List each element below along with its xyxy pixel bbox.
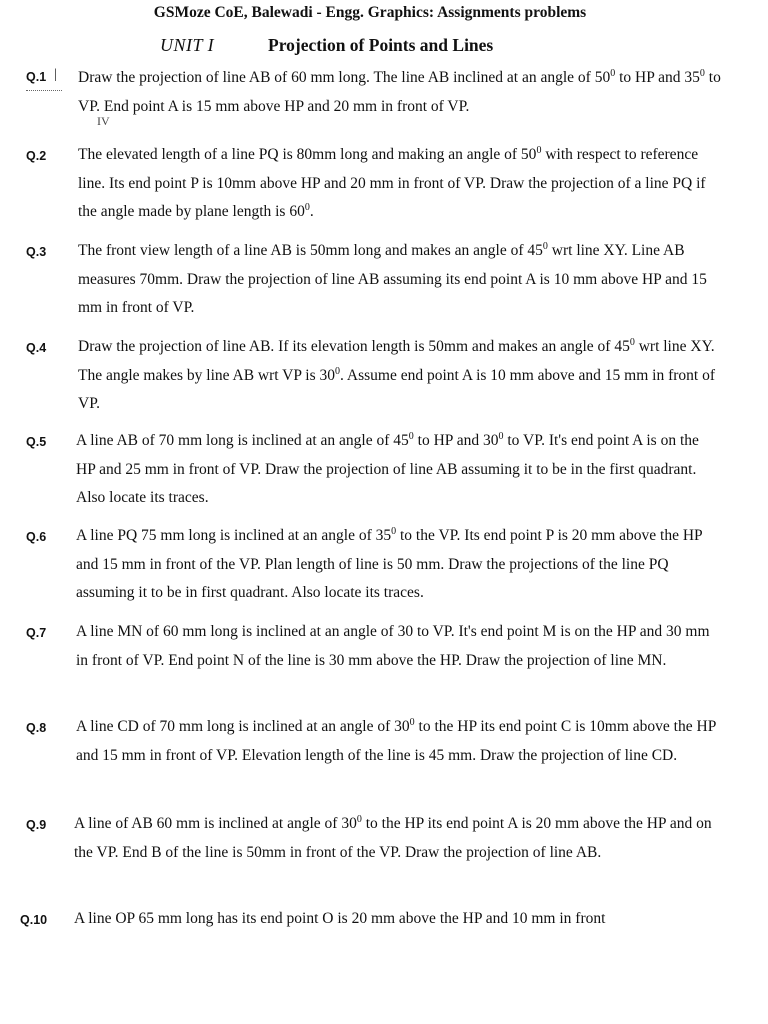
question-number: Q.7 [26, 626, 47, 640]
question-text: A line MN of 60 mm long is inclined at an angle of 30 to VP. It's end point M is on the HP and 30 mm in front of VP. End point N of the line is 30 mm above the HP. Draw the projection of line MN. [76, 623, 710, 669]
question-text: Draw the projection of line AB of 60 mm long. The line AB inclined at an angle of $50^0$ to HP and $35^0$ to VP. End point A is 15 mm above HP and 20 mm in front of VP. [78, 67, 721, 115]
question-text: A line AB of 70 mm long is inclined at an angle of $45^0$ to HP and $30^0$ to VP. It's end point A is on the HP and 25 mm in front of VP. Draw the projection of line AB assuming it to be in the first quadrant. Also locate its traces. [76, 430, 699, 506]
question-number: Q.9 [26, 818, 47, 832]
unit-title: Projection of Points and Lines [268, 35, 494, 55]
question-number: Q.4 [26, 341, 47, 355]
margin-note: IV [97, 114, 110, 128]
question-text: A line OP 65 mm long has its end point O is 20 mm above the HP and 10 mm in front [74, 910, 606, 927]
margin-bar: | [54, 67, 57, 82]
question-text: A line of AB 60 mm is inclined at angle of $30^0$ to the HP its end point A is 20 mm above the HP and on the VP. End B of the line is 50mm in front of the VP. Draw the projection of line AB. [74, 813, 712, 861]
question-number: Q.6 [26, 530, 47, 544]
question-text: A line CD of 70 mm long is inclined at an angle of $30^0$ to the HP its end point C is 10mm above the HP and 15 mm in front of VP. Elevation length of the line is 45 mm. Draw the projection of line CD. [76, 716, 716, 764]
document-header: GSMoze CoE, Balewadi - Engg. Graphics: Assignments problems [153, 4, 587, 21]
question-number: Q.3 [26, 245, 47, 259]
question-number: Q.1 [26, 70, 47, 84]
question-number: Q.8 [26, 721, 47, 735]
dotted-underline [26, 90, 62, 91]
question-number: Q.2 [26, 149, 47, 163]
question-text: The front view length of a line AB is 50mm long and makes an angle of $45^0$ wrt line XY. Line AB measures 70mm. Draw the projection of line AB assuming its end point A is 10 mm above HP and 15 mm in front of VP. [78, 240, 707, 316]
unit-label: UNIT I [160, 35, 215, 55]
question-number: Q.10 [20, 913, 48, 927]
question-text: The elevated length of a line PQ is 80mm long and making an angle of $50^0$ with respect to reference line. Its end point P is 10mm above HP and 20 mm in front of VP. Draw the projection of a line PQ if the angle made by plane length is $60^0$. [78, 144, 706, 220]
question-text: Draw the projection of line AB. If its elevation length is 50mm and makes an angle of $45^0$ wrt line XY. The angle makes by line AB wrt VP is $30^0$. Assume end point A is 10 mm above and 15 mm in front of VP. [78, 336, 716, 412]
question-number: Q.5 [26, 435, 47, 449]
question-text: A line PQ 75 mm long is inclined at an angle of $35^0$ to the VP. Its end point P is 20 mm above the HP and 15 mm in front of the VP. Plan length of line is 50 mm. Draw the projections of the line PQ assuming it to be in first quadrant. Also locate its traces. [76, 525, 703, 601]
